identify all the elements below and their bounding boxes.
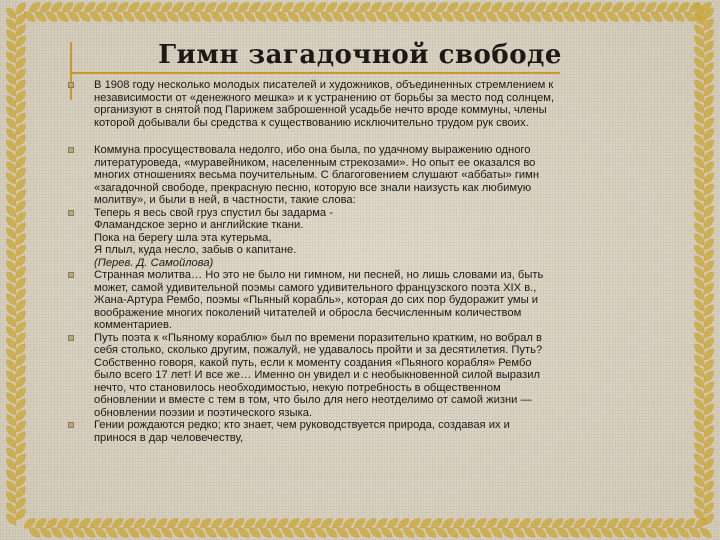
slide-body [68, 79, 664, 444]
bullet-icon [68, 422, 74, 428]
bullet-icon [68, 210, 74, 216]
list-item: Странная молитва… Но это не было ни гимном, ни песней, но лишь словами из, быть может, самой удивительной поэмы самого удивительного французского поэта XIX в., Жана-Артура Рембо, поэмы «Пьяный корабль», которая до сих пор будоражит умы и воображение многих поколений читателей и обросла бесчисленным количеством комментариев. [68, 269, 664, 332]
bullet-icon [68, 335, 74, 341]
list-item: Гении рождаются редко; кто знает, чем руководствуется природа, создавая их и принося в дар человечеству, [68, 419, 664, 444]
bullet-icon [68, 82, 74, 88]
translator-credit: (Перев. Д. Самойлова) [94, 256, 214, 269]
list-item-poem: Теперь я весь свой груз спустил бы задарма - Фламандское зерно и английские ткани. Пока на берегу шла эта кутерьма, Я плыл, куда несло, забыв о капитане. (Перев. Д. Самойлова) [68, 207, 664, 270]
list-item: Путь поэта к «Пьяному кораблю» был по времени поразительно кратким, но вобрал в себя столько, сколько другим, пожалуй, не удавалось пройти и за десятилетия. Путь? Собственно говоря, какой путь, если к моменту создания «Пьяного корабля» Рембо было всего 17 лет! И все же… Именно он увидел и с необыкновенной силой выразил нечто, что становилось необходимостью, некую потребность в общественном обновлении и вместе с тем в том, что было для него неотделимо от самой жизни — обновлении поэзии и поэтического языка. [68, 332, 664, 420]
list-item: В 1908 году несколько молодых писателей и художников, объединенных стремлением к независимости от «денежного мешка» и к устранению от борьбы за место под солнцем, организуют в снятой под Парижем заброшенной усадьбе нечто вроде коммуны, члены которой добывали бы средства к существованию исключительно трудом рук своих. [68, 79, 664, 129]
title-accent-underline [70, 72, 560, 74]
bullet-icon [68, 147, 74, 153]
slide-title: Гимн загадочной свободе [158, 40, 562, 70]
bullet-icon [68, 272, 74, 278]
list-item: Коммуна просуществовала недолго, ибо она была, по удачному выражению одного литературоведа, «муравейником, населенным стрекозами». Но опыт ее оказался во многих отношениях весьма поучительным. С благоговением слушают «аббаты» гимн «загадочной свободе, прекрасную песню, которую все знали наизусть как любимую молитву», и были в ней, в частности, такие слова: [68, 144, 664, 207]
